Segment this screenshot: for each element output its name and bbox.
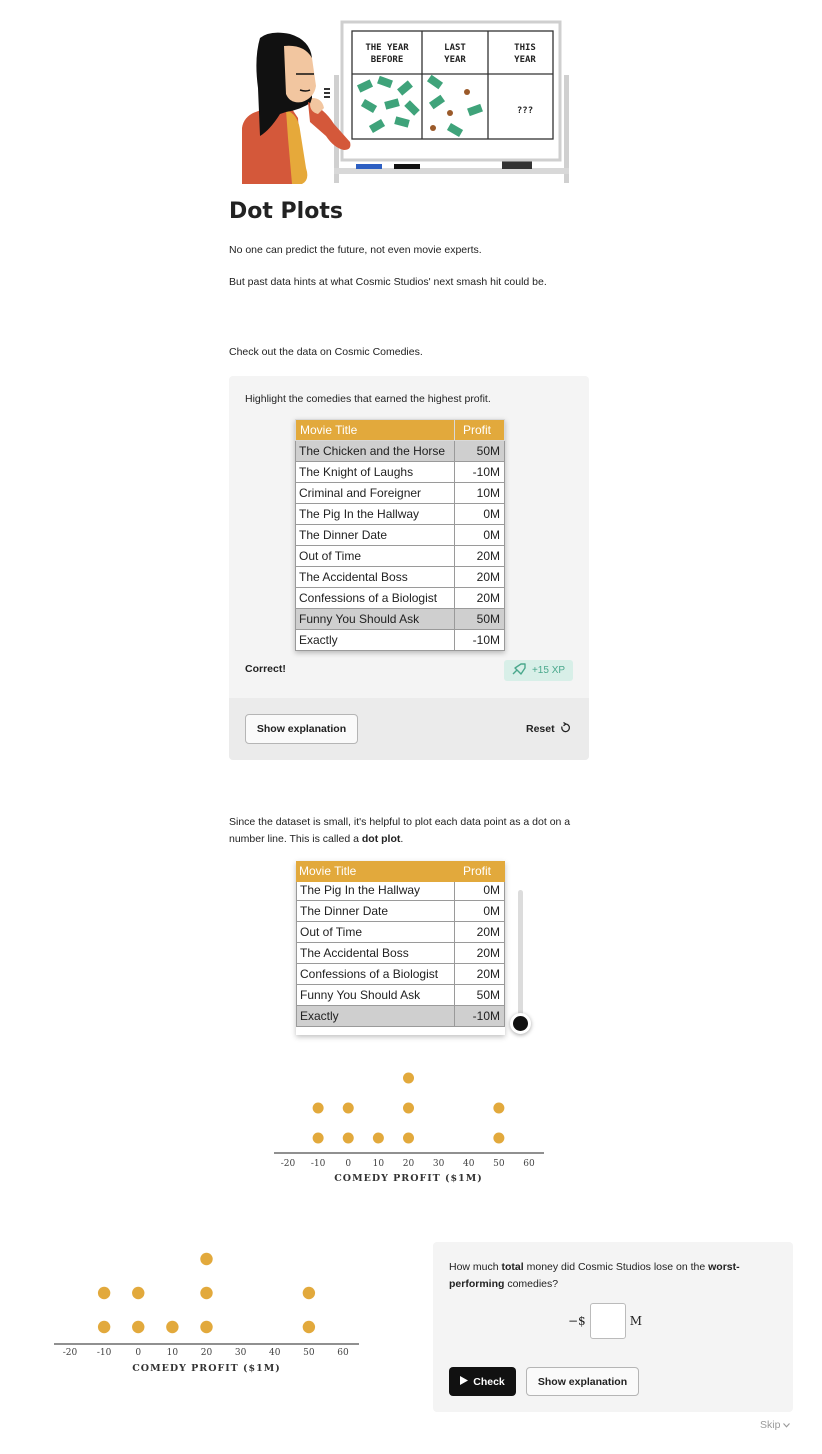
movie-title-cell: Funny You Should Ask (297, 985, 455, 1006)
exercise-prompt: Highlight the comedies that earned the highest profit. (245, 393, 491, 405)
data-dot (343, 1133, 354, 1144)
table-row[interactable] (297, 985, 505, 1006)
xp-badge (504, 660, 573, 681)
question-text-part: comedies? (504, 1278, 559, 1290)
table-row[interactable] (296, 567, 505, 588)
movie-title-cell: Exactly (296, 630, 455, 651)
movie-title-cell: The Accidental Boss (296, 567, 455, 588)
profit-cell: 20M (455, 567, 505, 588)
intro-paragraph-2: But past data hints at what Cosmic Studios' next smash hit could be. (229, 276, 547, 288)
movie-profit-table (295, 419, 505, 651)
reset-icon (560, 722, 571, 736)
movie-title-cell: The Accidental Boss (297, 943, 455, 964)
dot-plot-question (48, 1244, 366, 1374)
table-scroll-handle[interactable] (510, 1013, 531, 1034)
movie-title-cell: Out of Time (297, 922, 455, 943)
movie-title-cell: Confessions of a Biologist (297, 964, 455, 985)
data-dot (132, 1321, 144, 1333)
x-tick-label: 20 (200, 1348, 213, 1358)
profit-cell: 0M (455, 525, 505, 546)
dot-plot-explainer (229, 814, 594, 848)
profit-cell: -10M (455, 462, 505, 483)
movie-title-cell: The Dinner Date (297, 901, 455, 922)
movie-title-cell: Confessions of a Biologist (296, 588, 455, 609)
exercise-footer (229, 698, 589, 760)
column-header-profit: Profit (455, 420, 505, 441)
table-header-row (296, 861, 505, 882)
x-tick-label: 20 (402, 1159, 415, 1169)
movie-title-cell: Funny You Should Ask (296, 609, 455, 630)
data-dot (166, 1321, 178, 1333)
reset-label: Reset (526, 723, 555, 735)
question-text-bold: worst-performing (449, 1261, 740, 1290)
data-dot (98, 1321, 110, 1333)
x-tick-label: -20 (280, 1159, 296, 1169)
chevron-down-icon (783, 1419, 790, 1431)
profit-cell: 50M (455, 441, 505, 462)
column-header-title: Movie Title (299, 864, 357, 878)
data-dot (313, 1133, 324, 1144)
x-tick-label: 0 (345, 1159, 352, 1169)
dot-plot-main (268, 1064, 553, 1189)
x-tick-label: 10 (166, 1348, 179, 1358)
profit-cell: -10M (455, 630, 505, 651)
data-dot (493, 1133, 504, 1144)
question-text-part: money did Cosmic Studios lose on the (523, 1261, 709, 1273)
table-row[interactable] (297, 1006, 505, 1027)
scrollable-movie-table[interactable] (296, 861, 505, 1035)
movie-title-cell: Out of Time (296, 546, 455, 567)
profit-cell: 50M (455, 609, 505, 630)
check-label: Check (473, 1375, 505, 1388)
x-tick-label: 30 (234, 1348, 247, 1358)
table-row[interactable] (296, 462, 505, 483)
x-tick-label: -10 (310, 1159, 326, 1169)
explainer-text: Since the dataset is small, it's helpful to plot each data point as a dot on a number line. This is called a (229, 816, 571, 845)
movie-title-cell: The Pig In the Hallway (297, 880, 455, 901)
board-unknown-value: ??? (516, 106, 534, 116)
table-row[interactable] (296, 630, 505, 651)
lesson-title: Dot Plots (229, 199, 343, 224)
profit-cell: 20M (455, 546, 505, 567)
board-label-col2-line2: YEAR (444, 55, 466, 65)
movie-title-cell: Exactly (297, 1006, 455, 1027)
table-row[interactable] (297, 943, 505, 964)
profit-cell: 20M (454, 964, 504, 985)
answer-prefix: −$ (568, 1314, 586, 1328)
data-dot (493, 1103, 504, 1114)
explainer-period: . (400, 833, 404, 845)
movie-title-cell: The Chicken and the Horse (296, 441, 455, 462)
table-row[interactable] (296, 546, 505, 567)
data-dot (303, 1321, 315, 1333)
column-header-title: Movie Title (296, 420, 455, 441)
rocket-icon (512, 663, 526, 678)
data-dot (403, 1073, 414, 1084)
show-explanation-button[interactable]: Show explanation (526, 1367, 639, 1396)
x-tick-label: 40 (269, 1348, 281, 1358)
table-row[interactable] (296, 588, 505, 609)
table-scroll-track[interactable] (518, 890, 523, 1024)
profit-cell: 20M (454, 922, 504, 943)
hero-illustration (240, 18, 575, 186)
x-axis-label: COMEDY PROFIT ($1M) (334, 1173, 483, 1184)
data-dot (403, 1103, 414, 1114)
x-tick-label: 10 (372, 1159, 385, 1169)
x-tick-label: 50 (303, 1348, 315, 1358)
data-dot (132, 1287, 144, 1299)
xp-amount: +15 XP (531, 665, 566, 676)
data-dot (373, 1133, 384, 1144)
movie-title-cell: The Knight of Laughs (296, 462, 455, 483)
exercise-card (229, 376, 589, 760)
answer-input[interactable] (590, 1303, 626, 1339)
board-label-col2-line1: LAST (444, 43, 466, 53)
profit-cell: 50M (454, 985, 504, 1006)
data-dot (98, 1287, 110, 1299)
column-header-profit: Profit (463, 864, 492, 878)
board-label-col3-line2: YEAR (514, 55, 536, 65)
movie-profit-table-scrolled (296, 879, 505, 1027)
x-tick-label: 50 (493, 1159, 505, 1169)
x-tick-label: 30 (432, 1159, 445, 1169)
board-label-col1-line1: THE YEAR (365, 43, 409, 53)
x-tick-label: 40 (463, 1159, 475, 1169)
intro-paragraph-1: No one can predict the future, not even movie experts. (229, 244, 482, 256)
question-text (449, 1259, 769, 1293)
profit-cell: 20M (454, 943, 504, 964)
profit-cell: 10M (455, 483, 505, 504)
data-dot (313, 1103, 324, 1114)
answer-suffix: M (629, 1314, 642, 1328)
data-dot (403, 1133, 414, 1144)
data-dot (200, 1321, 212, 1333)
question-card (433, 1242, 793, 1412)
table-row[interactable] (297, 880, 505, 901)
profit-cell: -10M (454, 1006, 504, 1027)
profit-cell: 20M (455, 588, 505, 609)
table-row[interactable] (296, 483, 505, 504)
x-tick-label: 0 (135, 1348, 142, 1358)
x-tick-label: -10 (96, 1348, 112, 1358)
x-axis-label: COMEDY PROFIT ($1M) (132, 1363, 281, 1374)
skip-button[interactable] (760, 1419, 790, 1431)
board-label-col3-line1: THIS (514, 43, 536, 53)
feedback-correct: Correct! (245, 663, 286, 675)
table-row[interactable] (297, 964, 505, 985)
data-dot (343, 1103, 354, 1114)
data-dot (303, 1287, 315, 1299)
intro-paragraph-3: Check out the data on Cosmic Comedies. (229, 346, 423, 358)
reset-button[interactable] (526, 722, 571, 736)
profit-cell: 0M (454, 901, 504, 922)
explainer-term: dot plot (361, 833, 401, 845)
table-row[interactable] (296, 504, 505, 525)
skip-label: Skip (760, 1419, 781, 1431)
board-label-col1-line2: BEFORE (370, 55, 404, 65)
table-row[interactable] (296, 441, 505, 462)
profit-cell: 0M (454, 880, 504, 901)
play-icon (460, 1376, 468, 1388)
table-row[interactable] (296, 609, 505, 630)
profit-cell: 0M (455, 504, 505, 525)
table-row[interactable] (297, 901, 505, 922)
question-text-bold: total (501, 1261, 524, 1273)
x-tick-label: -20 (62, 1348, 78, 1358)
data-dot (200, 1287, 212, 1299)
question-text-part: How much (449, 1261, 502, 1273)
data-dot (200, 1253, 212, 1265)
show-explanation-button[interactable]: Show explanation (245, 714, 358, 744)
x-tick-label: 60 (523, 1159, 535, 1169)
movie-title-cell: Criminal and Foreigner (296, 483, 455, 504)
movie-title-cell: The Dinner Date (296, 525, 455, 546)
table-row[interactable] (296, 525, 505, 546)
table-row[interactable] (297, 922, 505, 943)
answer-row (568, 1303, 642, 1339)
check-button[interactable] (449, 1367, 516, 1396)
movie-title-cell: The Pig In the Hallway (296, 504, 455, 525)
x-tick-label: 60 (337, 1348, 349, 1358)
